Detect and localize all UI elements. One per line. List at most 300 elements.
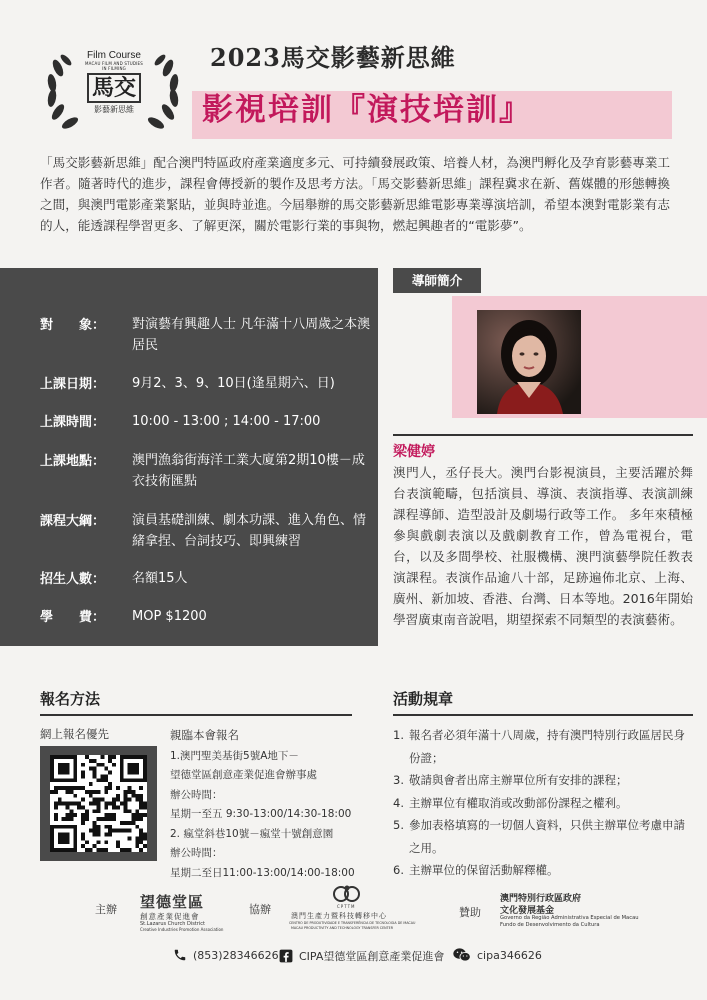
sponsor-en1: Governo da Região Administrativa Especial de Macau bbox=[500, 915, 639, 921]
qr-module bbox=[81, 813, 85, 817]
qr-module bbox=[50, 790, 54, 794]
qr-module bbox=[62, 771, 66, 775]
qr-module bbox=[135, 798, 139, 802]
qr-module bbox=[73, 825, 77, 829]
qr-module bbox=[112, 829, 116, 833]
info-label: 上課地點： bbox=[40, 454, 106, 469]
qr-module bbox=[139, 836, 143, 840]
qr-module bbox=[143, 805, 147, 809]
qr-module bbox=[77, 802, 81, 806]
qr-module bbox=[62, 817, 66, 821]
qr-module bbox=[50, 767, 54, 771]
qr-module bbox=[104, 790, 108, 794]
qr-module bbox=[69, 778, 73, 782]
qr-module bbox=[131, 813, 135, 817]
registration-line: 1.澳門聖美基街5號A地下－ bbox=[170, 749, 299, 762]
qr-module bbox=[104, 817, 108, 821]
tutor-section-tag: 導師簡介 bbox=[393, 268, 481, 293]
intro-paragraph: 「馬交影藝新思維」配合澳門特區政府產業適度多元、可持續發展政策、培養人材，為澳門孵化及孕育影藝專業工作者。隨著時代的進步，課程會傳授新的製作及思考方法。「馬交影藝新思維」課程冀求在新、舊媒體的形態轉換之間，與澳門電影產業緊貼，並與時並進。今屆舉辦的馬交影藝新思維電影專業導演培訓，希望本澳對電影業有志的人，能透課程學習更多、了解更深，關於電影行業的事與物，燃起興趣者的“電影夢”。 bbox=[40, 155, 670, 233]
qr-module bbox=[135, 794, 139, 798]
qr-module bbox=[69, 848, 73, 852]
qr-module bbox=[108, 825, 112, 829]
qr-module bbox=[69, 755, 73, 759]
qr-module bbox=[116, 798, 120, 802]
page-subtitle: 影視培訓『演技培訓』 bbox=[202, 92, 532, 128]
qr-module bbox=[58, 833, 62, 837]
info-label: 學 費： bbox=[40, 610, 106, 625]
qr-module bbox=[135, 755, 139, 759]
qr-module bbox=[69, 809, 73, 813]
qr-module bbox=[93, 767, 97, 771]
qr-module bbox=[66, 825, 70, 829]
qr-module bbox=[50, 829, 54, 833]
phone-number: (853)28346626 bbox=[193, 948, 279, 962]
rule-item bbox=[393, 724, 693, 769]
qr-module bbox=[54, 786, 58, 790]
qr-module bbox=[112, 813, 116, 817]
qr-module bbox=[93, 821, 97, 825]
qr-module bbox=[143, 755, 147, 759]
qr-module bbox=[54, 813, 58, 817]
qr-module bbox=[139, 829, 143, 833]
qr-module bbox=[104, 767, 108, 771]
qr-module bbox=[58, 767, 62, 771]
qr-module bbox=[81, 798, 85, 802]
qr-module bbox=[62, 755, 66, 759]
tutor-photo bbox=[477, 310, 581, 414]
sponsor-name1: 澳門特別行政區政府 bbox=[500, 894, 582, 904]
info-label: 招生人數： bbox=[40, 572, 106, 587]
organizer-en2: Creative Industries Promotion Association bbox=[140, 927, 224, 932]
qr-module bbox=[62, 825, 66, 829]
qr-module bbox=[50, 755, 54, 759]
registration-line: 望德堂區創意產業促進會辦事處 bbox=[170, 769, 317, 781]
registration-qr-code[interactable] bbox=[40, 746, 157, 861]
qr-module bbox=[143, 833, 147, 837]
rule-item bbox=[393, 859, 693, 882]
qr-module bbox=[73, 836, 77, 840]
qr-module bbox=[135, 825, 139, 829]
co-organizer-name: 澳門生產力暨科技轉移中心 bbox=[291, 912, 387, 920]
qr-module bbox=[128, 809, 132, 813]
qr-module bbox=[143, 802, 147, 806]
qr-module bbox=[85, 817, 89, 821]
qr-module bbox=[143, 844, 147, 848]
qr-module bbox=[131, 821, 135, 825]
logo-tagline: 影藝新思維 bbox=[94, 105, 134, 114]
qr-module bbox=[54, 802, 58, 806]
qr-module bbox=[89, 829, 93, 833]
qr-module bbox=[124, 821, 128, 825]
rules-title: 活動規章 bbox=[393, 690, 454, 708]
rule-text: 參加表格填寫的一切個人資料，只供主辦單位考慮申請之用。 bbox=[409, 818, 685, 855]
qr-module bbox=[131, 778, 135, 782]
qr-module bbox=[128, 790, 132, 794]
qr-module bbox=[104, 833, 108, 837]
qr-module bbox=[120, 771, 124, 775]
qr-module bbox=[112, 817, 116, 821]
qr-module bbox=[143, 813, 147, 817]
qr-module bbox=[108, 833, 112, 837]
qr-module bbox=[108, 813, 112, 817]
info-row-time bbox=[40, 411, 372, 432]
rule-number: 3. bbox=[393, 773, 404, 787]
qr-module bbox=[100, 755, 104, 759]
qr-module bbox=[112, 798, 116, 802]
sponsor-name2: 文化發展基金 bbox=[500, 906, 555, 916]
qr-module bbox=[89, 802, 93, 806]
info-row-venue bbox=[40, 450, 372, 492]
qr-module bbox=[128, 836, 132, 840]
info-row-date bbox=[40, 373, 372, 394]
qr-module bbox=[120, 848, 124, 852]
qr-module bbox=[81, 836, 85, 840]
logo-mark: 馬交 bbox=[87, 73, 141, 103]
qr-module bbox=[135, 763, 139, 767]
qr-module bbox=[135, 840, 139, 844]
qr-module bbox=[135, 844, 139, 848]
qr-module bbox=[131, 763, 135, 767]
co-organizer-en1: CENTRO DE PRODUTIVIDADE E TRANSFERÊNCIA DE TECNOLOGIA DE MACAU bbox=[289, 921, 416, 925]
qr-module bbox=[50, 771, 54, 775]
info-value: 名額15人 bbox=[132, 571, 188, 586]
qr-module bbox=[93, 825, 97, 829]
qr-module bbox=[139, 786, 143, 790]
qr-module bbox=[58, 840, 62, 844]
qr-module bbox=[116, 805, 120, 809]
organizer-name: 望德堂區 bbox=[140, 893, 205, 911]
qr-module bbox=[69, 786, 73, 790]
qr-module bbox=[93, 809, 97, 813]
qr-module bbox=[131, 767, 135, 771]
qr-module bbox=[54, 817, 58, 821]
qr-module bbox=[73, 840, 77, 844]
qr-module bbox=[62, 833, 66, 837]
qr-module bbox=[128, 848, 132, 852]
qr-module bbox=[128, 786, 132, 790]
rule-number: 6. bbox=[393, 863, 404, 877]
qr-module bbox=[139, 805, 143, 809]
qr-module bbox=[69, 802, 73, 806]
qr-module bbox=[116, 794, 120, 798]
qr-module bbox=[73, 802, 77, 806]
qr-module bbox=[58, 778, 62, 782]
rule-text: 敬請與會者出席主辦單位所有安排的課程； bbox=[409, 773, 628, 787]
rule-item bbox=[393, 792, 693, 815]
qr-module bbox=[104, 802, 108, 806]
qr-module bbox=[104, 786, 108, 790]
qr-module bbox=[69, 813, 73, 817]
qr-module bbox=[139, 813, 143, 817]
inperson-registration-label: 親臨本會報名 bbox=[170, 728, 239, 742]
qr-module bbox=[89, 794, 93, 798]
rules-list bbox=[393, 724, 693, 882]
qr-module bbox=[131, 794, 135, 798]
wechat-id: cipa346626 bbox=[477, 948, 542, 962]
organizer-label: 主辦 bbox=[95, 903, 117, 916]
contact-facebook[interactable] bbox=[279, 948, 444, 964]
qr-module bbox=[58, 771, 62, 775]
qr-module bbox=[73, 755, 77, 759]
qr-module bbox=[50, 836, 54, 840]
organizer-en1: St.Lazarus Church District bbox=[140, 921, 205, 927]
qr-module bbox=[50, 774, 54, 778]
qr-module bbox=[81, 763, 85, 767]
qr-module bbox=[62, 836, 66, 840]
qr-module bbox=[73, 759, 77, 763]
qr-module bbox=[89, 759, 93, 763]
qr-module bbox=[50, 763, 54, 767]
organizer-sub: 創意產業促進會 bbox=[140, 912, 200, 921]
sponsor-en2: Fundo de Desenvolvimento da Cultura bbox=[500, 922, 600, 928]
qr-module bbox=[97, 805, 101, 809]
qr-module bbox=[112, 755, 116, 759]
qr-module bbox=[124, 805, 128, 809]
course-info-panel bbox=[0, 268, 378, 646]
qr-module bbox=[104, 774, 108, 778]
qr-module bbox=[73, 771, 77, 775]
qr-module bbox=[93, 771, 97, 775]
qr-module bbox=[50, 844, 54, 848]
qr-module bbox=[62, 767, 66, 771]
wechat-icon bbox=[453, 948, 471, 962]
online-registration-label: 網上報名優先 bbox=[40, 727, 109, 741]
qr-module bbox=[93, 759, 97, 763]
qr-module bbox=[69, 790, 73, 794]
qr-module bbox=[97, 763, 101, 767]
qr-module bbox=[85, 809, 89, 813]
qr-module bbox=[62, 763, 66, 767]
qr-module bbox=[139, 794, 143, 798]
qr-module bbox=[54, 755, 58, 759]
qr-module bbox=[81, 833, 85, 837]
qr-module bbox=[139, 817, 143, 821]
qr-module bbox=[85, 790, 89, 794]
qr-module bbox=[131, 771, 135, 775]
rule-number: 1. bbox=[393, 728, 404, 742]
qr-module bbox=[66, 790, 70, 794]
qr-module bbox=[128, 821, 132, 825]
qr-module bbox=[77, 805, 81, 809]
qr-module bbox=[104, 813, 108, 817]
qr-module bbox=[124, 848, 128, 852]
qr-module bbox=[100, 817, 104, 821]
qr-module bbox=[128, 771, 132, 775]
qr-module bbox=[128, 767, 132, 771]
qr-module bbox=[81, 821, 85, 825]
qr-module bbox=[66, 817, 70, 821]
qr-module bbox=[124, 794, 128, 798]
qr-module bbox=[120, 767, 124, 771]
qr-module bbox=[97, 802, 101, 806]
qr-module bbox=[128, 798, 132, 802]
qr-module bbox=[116, 786, 120, 790]
cpttm-logo-icon bbox=[332, 884, 366, 906]
qr-module bbox=[73, 763, 77, 767]
qr-module bbox=[143, 836, 147, 840]
registration-line: 辦公時間： bbox=[170, 788, 223, 801]
qr-module bbox=[81, 844, 85, 848]
qr-module bbox=[108, 771, 112, 775]
info-row-syllabus bbox=[40, 510, 372, 552]
info-row-quota bbox=[40, 568, 372, 589]
qr-module bbox=[66, 848, 70, 852]
info-value: 9月2、3、9、10日(逢星期六、日) bbox=[132, 376, 335, 391]
qr-module bbox=[135, 778, 139, 782]
qr-module bbox=[54, 848, 58, 852]
qr-module bbox=[73, 848, 77, 852]
sponsor-label: 贊助 bbox=[459, 906, 481, 919]
qr-module bbox=[62, 848, 66, 852]
co-organizer-logo-text: CPTTM bbox=[337, 904, 356, 909]
qr-module bbox=[143, 774, 147, 778]
qr-module bbox=[85, 840, 89, 844]
rule-item bbox=[393, 769, 693, 792]
rule-number: 4. bbox=[393, 795, 404, 810]
qr-module bbox=[120, 829, 124, 833]
qr-module bbox=[139, 778, 143, 782]
qr-module bbox=[116, 840, 120, 844]
qr-module bbox=[108, 802, 112, 806]
qr-module bbox=[73, 829, 77, 833]
qr-module bbox=[139, 840, 143, 844]
qr-module bbox=[97, 833, 101, 837]
qr-module bbox=[58, 802, 62, 806]
qr-module bbox=[120, 763, 124, 767]
qr-module bbox=[73, 786, 77, 790]
contact-wechat[interactable] bbox=[453, 948, 542, 962]
rule-text: 主辦單位有權取消或改動部份課程之權利。 bbox=[409, 795, 628, 810]
rule-item bbox=[393, 814, 693, 859]
qr-module bbox=[128, 755, 132, 759]
qr-module bbox=[54, 778, 58, 782]
qr-module bbox=[143, 771, 147, 775]
qr-module bbox=[89, 767, 93, 771]
qr-module bbox=[104, 848, 108, 852]
qr-module bbox=[66, 840, 70, 844]
qr-module bbox=[66, 805, 70, 809]
qr-module bbox=[66, 771, 70, 775]
qr-module bbox=[66, 836, 70, 840]
qr-module bbox=[108, 759, 112, 763]
qr-module bbox=[50, 840, 54, 844]
qr-module bbox=[143, 778, 147, 782]
qr-module bbox=[54, 825, 58, 829]
page-title: 2023馬交影藝新思維 bbox=[210, 43, 456, 72]
info-value: 澳門漁翁街海洋工業大廈第2期10樓－成衣技術匯點 bbox=[132, 453, 365, 489]
qr-module bbox=[124, 790, 128, 794]
qr-module bbox=[93, 833, 97, 837]
qr-module bbox=[120, 774, 124, 778]
qr-module bbox=[135, 771, 139, 775]
qr-module bbox=[97, 825, 101, 829]
qr-module bbox=[93, 829, 97, 833]
qr-module bbox=[124, 798, 128, 802]
qr-module bbox=[50, 759, 54, 763]
qr-module bbox=[73, 767, 77, 771]
qr-module bbox=[108, 755, 112, 759]
qr-module bbox=[58, 825, 62, 829]
info-label: 對 象： bbox=[40, 318, 106, 333]
qr-module bbox=[97, 848, 101, 852]
rule-text: 報名者必須年滿十八周歲，持有澳門特別行政區居民身份證； bbox=[409, 728, 685, 765]
qr-module bbox=[135, 813, 139, 817]
info-value: 10:00 - 13:00 ; 14:00 - 17:00 bbox=[132, 414, 321, 429]
qr-module bbox=[97, 809, 101, 813]
qr-module bbox=[100, 798, 104, 802]
registration-line: 2. 瘋堂斜巷10號－瘋堂十號創意園 bbox=[170, 827, 334, 840]
qr-module bbox=[116, 829, 120, 833]
rule-text: 主辦單位的保留活動解釋權。 bbox=[409, 863, 559, 877]
qr-module bbox=[50, 833, 54, 837]
qr-module bbox=[143, 767, 147, 771]
qr-module bbox=[104, 778, 108, 782]
qr-module bbox=[85, 848, 89, 852]
info-label: 上課時間： bbox=[40, 415, 106, 430]
qr-module bbox=[100, 774, 104, 778]
qr-module bbox=[120, 802, 124, 806]
qr-module bbox=[58, 798, 62, 802]
qr-module bbox=[81, 786, 85, 790]
qr-module bbox=[128, 829, 132, 833]
qr-module bbox=[112, 763, 116, 767]
qr-module bbox=[54, 790, 58, 794]
qr-module bbox=[120, 778, 124, 782]
co-organizer-label: 協辦 bbox=[249, 903, 271, 916]
qr-module bbox=[73, 813, 77, 817]
qr-module bbox=[97, 829, 101, 833]
qr-module bbox=[104, 805, 108, 809]
contact-phone[interactable] bbox=[173, 948, 279, 962]
qr-module bbox=[124, 809, 128, 813]
qr-module bbox=[143, 759, 147, 763]
qr-module bbox=[124, 802, 128, 806]
qr-module bbox=[128, 763, 132, 767]
qr-module bbox=[73, 794, 77, 798]
qr-module bbox=[66, 763, 70, 767]
qr-module bbox=[50, 848, 54, 852]
qr-module bbox=[73, 778, 77, 782]
qr-module bbox=[93, 774, 97, 778]
qr-module bbox=[62, 840, 66, 844]
qr-module bbox=[97, 778, 101, 782]
info-value: MOP $1200 bbox=[132, 609, 207, 624]
qr-module bbox=[89, 782, 93, 786]
film-course-logo bbox=[38, 38, 188, 138]
registration-line: 辦公時間： bbox=[170, 847, 223, 859]
tutor-name: 梁健婷 bbox=[393, 444, 435, 460]
qr-module bbox=[135, 836, 139, 840]
qr-module bbox=[89, 790, 93, 794]
qr-module bbox=[131, 790, 135, 794]
info-row-target bbox=[40, 314, 372, 356]
qr-module bbox=[93, 790, 97, 794]
qr-module bbox=[73, 774, 77, 778]
qr-module bbox=[120, 821, 124, 825]
qr-module bbox=[108, 817, 112, 821]
qr-module bbox=[120, 759, 124, 763]
tutor-divider bbox=[393, 434, 693, 436]
info-value: 對演藝有興趣人士 凡年滿十八周歲之本澳居民 bbox=[132, 317, 371, 353]
qr-module bbox=[116, 844, 120, 848]
qr-module bbox=[77, 786, 81, 790]
qr-module bbox=[58, 763, 62, 767]
qr-module bbox=[97, 840, 101, 844]
qr-module bbox=[66, 786, 70, 790]
qr-module bbox=[58, 755, 62, 759]
qr-module bbox=[135, 809, 139, 813]
facebook-handle: CIPA望德堂區創意產業促進會 bbox=[299, 950, 445, 963]
